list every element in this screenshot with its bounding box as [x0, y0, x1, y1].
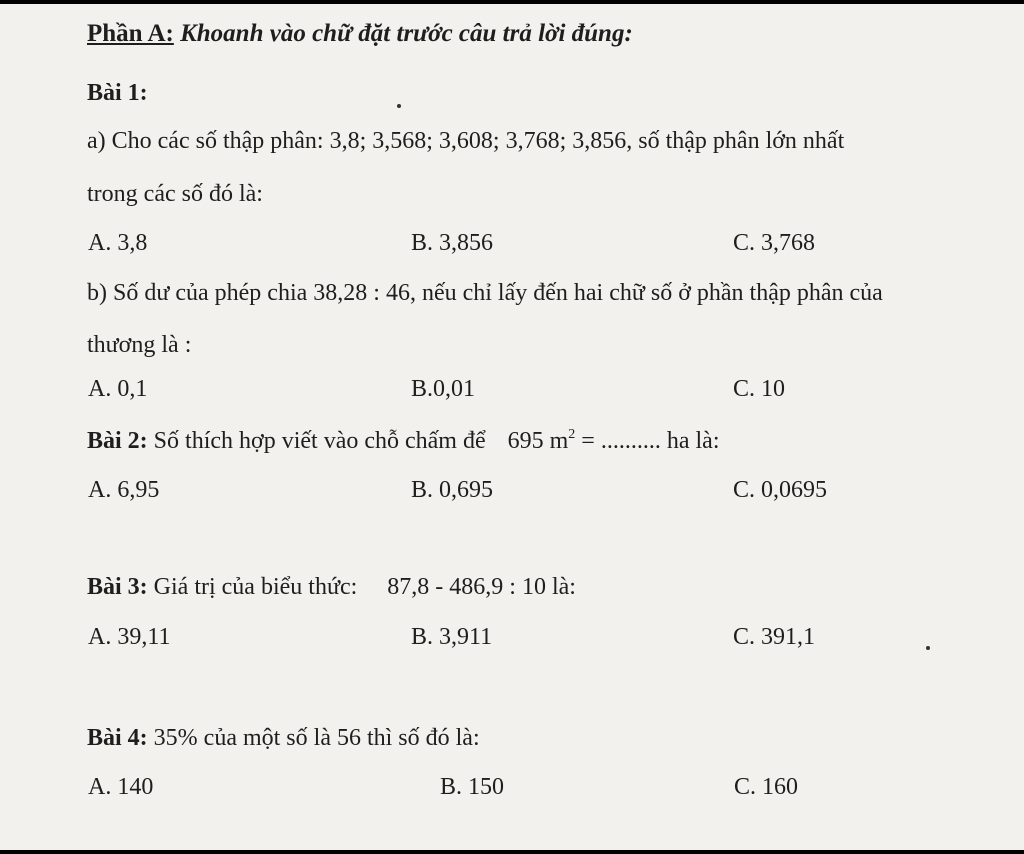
- bai1-a-option-a[interactable]: A. 3,8: [88, 230, 148, 256]
- bai2-expression: 695 m: [507, 428, 569, 454]
- bai2-exponent: 2: [568, 427, 576, 442]
- bai2-blank: = ..........: [581, 428, 661, 454]
- bai4-question: [87, 724, 480, 752]
- bai4-option-c[interactable]: C. 160: [734, 774, 799, 800]
- bai2-question: [87, 427, 719, 455]
- bai3-heading: Bài 3:: [87, 574, 148, 600]
- bai1-heading: [87, 79, 148, 107]
- bai2-unit-text: ha là:: [666, 428, 720, 454]
- bai2-text: Số thích hợp viết vào chỗ chấm để: [153, 428, 486, 454]
- bai1-b-option-c[interactable]: C. 10: [733, 376, 786, 402]
- bai2-option-b[interactable]: B. 0,695: [411, 477, 494, 503]
- bai1-a-option-b[interactable]: B. 3,856: [411, 230, 494, 256]
- bai3-option-a[interactable]: A. 39,11: [88, 624, 171, 650]
- bai4-option-a[interactable]: A. 140: [88, 774, 154, 800]
- worksheet-page: [0, 4, 1024, 850]
- bai4-option-b[interactable]: B. 150: [440, 774, 505, 800]
- bai1-heading-text: Bài 1:: [87, 80, 148, 106]
- bai2-option-c[interactable]: C. 0,0695: [733, 477, 828, 503]
- bai4-text: 35% của một số là 56 thì số đó là:: [153, 725, 480, 751]
- bai2-option-a[interactable]: A. 6,95: [88, 477, 160, 503]
- bai1-a-line1: a) Cho các số thập phân: 3,8; 3,568; 3,608; 3,768; 3,856, số thập phân lớn nhất: [87, 128, 845, 154]
- bai3-question: [87, 573, 576, 601]
- bai2-heading: Bài 2:: [87, 428, 148, 454]
- stray-dot: [397, 104, 401, 108]
- bai1-b-line2: thương là :: [87, 332, 192, 358]
- bai1-b-option-a[interactable]: A. 0,1: [88, 376, 148, 402]
- bai3-option-c[interactable]: C. 391,1: [733, 624, 816, 650]
- bai1-a-line2: trong các số đó là:: [87, 181, 263, 207]
- stray-dot: [926, 646, 930, 650]
- bai1-a-option-c[interactable]: C. 3,768: [733, 230, 816, 256]
- bai3-text: Giá trị của biểu thức:: [153, 574, 358, 600]
- bai1-b-line1: b) Số dư của phép chia 38,28 : 46, nếu chỉ lấy đến hai chữ số ở phần thập phân của: [87, 280, 883, 306]
- part-a-label: Phần A:: [87, 20, 174, 47]
- bai4-heading: Bài 4:: [87, 725, 148, 751]
- bai3-expression: 87,8 - 486,9 : 10 là:: [387, 574, 576, 600]
- bai3-option-b[interactable]: B. 3,911: [411, 624, 493, 650]
- bai1-b-option-b[interactable]: B.0,01: [411, 376, 476, 402]
- part-a-header: [87, 20, 633, 48]
- part-a-instruction: Khoanh vào chữ đặt trước câu trả lời đúng:: [180, 20, 633, 47]
